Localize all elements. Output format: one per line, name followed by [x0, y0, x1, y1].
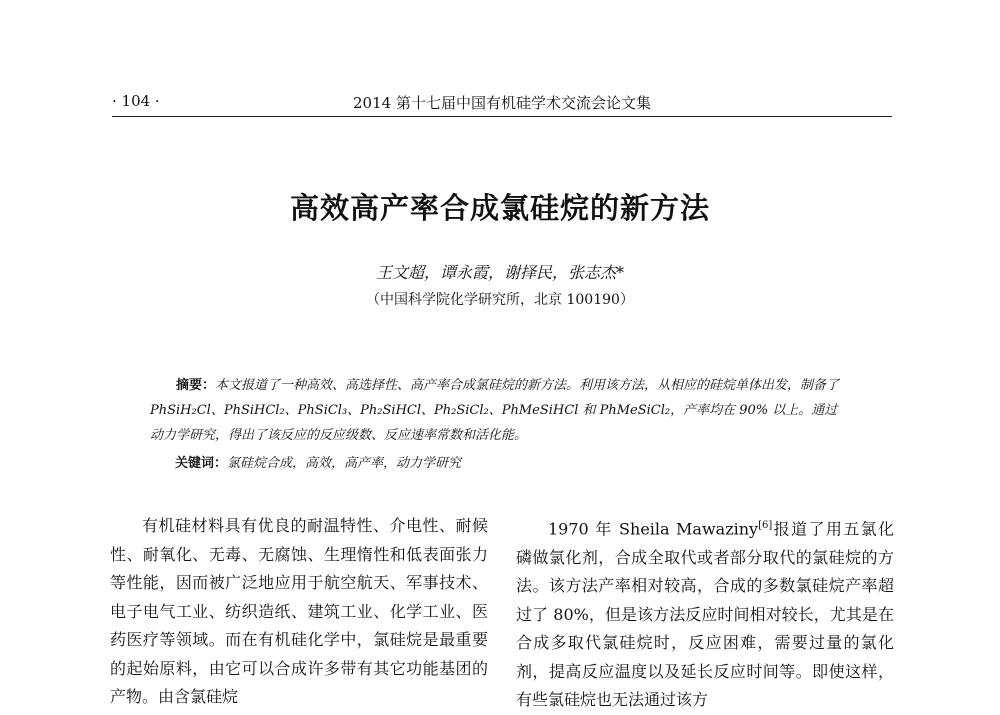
affiliation: （中国科学院化学研究所，北京 100190） — [366, 292, 634, 308]
header-rule — [112, 116, 892, 117]
abstract — [150, 373, 850, 448]
paper-title: 高效高产率合成氯硅烷的新方法 — [289, 191, 710, 225]
keywords-label: 关键词： — [175, 456, 228, 471]
page-number: · 104 · — [112, 92, 160, 110]
body-column-left — [110, 512, 488, 712]
history-text: 报道了用五氯化磷做氯化剂，合成全取代或者部分取代的氯硅烷的方法。该方法产率相对较高，合成的多数氯硅烷产率超过了 80%，但是该方法反应时间相对较长，尤其是在合成多取代氯硅烷时，反应困难，需要过量的氯化剂，提高反应温度以及延长反应时间等。即使这样，有些氯硅烷也无法通过该方 — [516, 519, 894, 710]
intro-paragraph: 有机硅材料具有优良的耐温特性、介电性、耐候性、耐氧化、无毒、无腐蚀、生理惰性和低表面张力等性能，因而被广泛地应用于航空航天、军事技术、电子电气工业、纺织造纸、建筑工业、化学工业、医药医疗等领域。而在有机硅化学中，氯硅烷是最重要的起始原料，由它可以合成许多带有其它功能基团的产物。由含氯硅烷 — [110, 516, 488, 706]
abstract-text: 本文报道了一种高效、高选择性、高产率合成氯硅烷的新方法。利用该方法，从相应的硅烷单体出发，制备了 PhSiH₂Cl、PhSiHCl₂、PhSiCl₃、Ph₂SiHCl、Ph₂SiCl₂、PhMeSiHCl 和 PhMeSiCl₂，产率均在 90% 以上。通过动力学研究，得出了该反应的反应级数、反应速率常数和活化能。 — [150, 378, 840, 443]
body-column-right — [516, 512, 894, 715]
author-list: 王文超，谭永霞，谢择民，张志杰* — [375, 263, 624, 282]
citation-ref: [6] — [758, 520, 773, 531]
history-paragraph — [516, 512, 894, 715]
running-header — [112, 92, 892, 116]
keywords-text: 氯硅烷合成，高效，高产率，动力学研究 — [227, 456, 462, 471]
history-lead: 1970 年 Sheila Mawaziny — [548, 519, 759, 539]
keywords — [175, 452, 855, 471]
running-title: 2014 第十七届中国有机硅学术交流会论文集 — [353, 94, 651, 112]
abstract-label: 摘要： — [176, 378, 216, 393]
